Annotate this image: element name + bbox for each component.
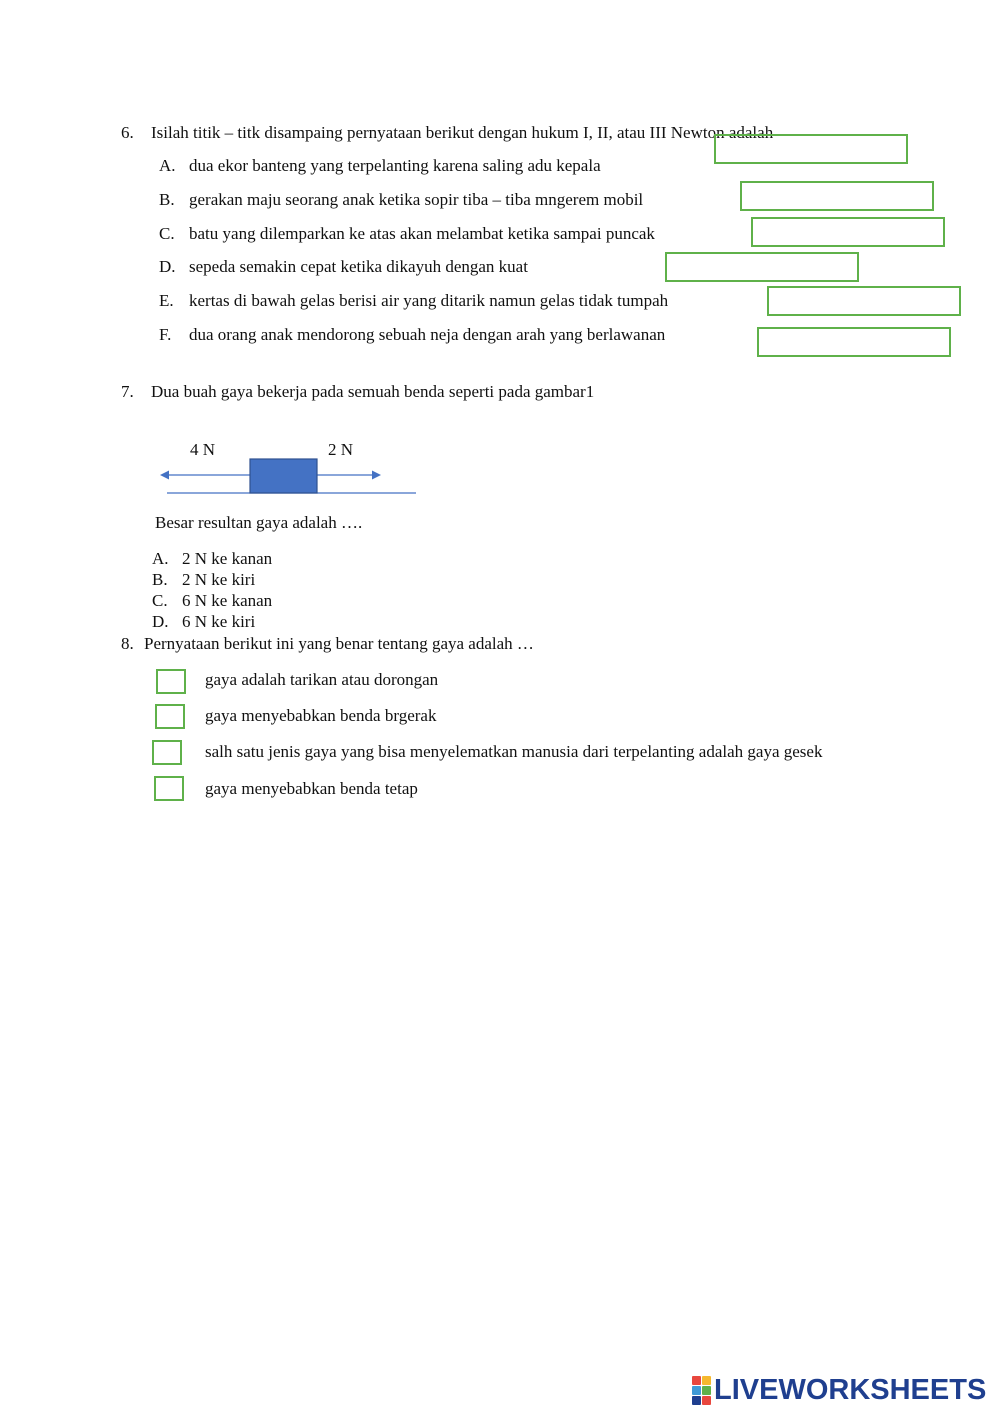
liveworksheets-logo-text: LIVEWORKSHEETS (714, 1373, 987, 1406)
q6-item-e-text: kertas di bawah gelas berisi air yang ditarik namun gelas tidak tumpah (189, 291, 669, 310)
q6-item-f-letter: F. (159, 325, 172, 344)
right-arrowhead-icon (372, 471, 381, 480)
q6-answer-box-e[interactable] (767, 286, 961, 316)
q6-item-b-text: gerakan maju seorang anak ketika sopir tiba – tiba mngerem mobil (189, 190, 644, 209)
q6-number: 6. (121, 123, 134, 142)
force-label-left: 4 N (190, 440, 216, 459)
force-label-right: 2 N (328, 440, 354, 459)
q6-answer-box-d[interactable] (665, 252, 859, 282)
q6-answer-box-b[interactable] (740, 181, 934, 211)
q8-option-3-text: salh satu jenis gaya yang bisa menyelematkan manusia dari terpelanting adalah gaya gesek (205, 742, 823, 761)
q6-item-b-letter: B. (159, 190, 175, 209)
q7-prompt: Besar resultan gaya adalah …. (155, 513, 363, 532)
liveworksheets-logo (692, 1374, 986, 1406)
q8-checkbox-1[interactable] (156, 669, 186, 694)
q7-option-b-text: 2 N ke kiri (182, 570, 256, 589)
q8-checkbox-2[interactable] (155, 704, 185, 729)
q6-text: Isilah titik – titk disampaing pernyataan berikut dengan hukum I, II, atau III Newton adalah (151, 123, 774, 142)
force-diagram (155, 455, 425, 500)
left-arrowhead-icon (160, 471, 169, 480)
q8-option-2-text: gaya menyebabkan benda brgerak (205, 706, 437, 725)
q8-text: Pernyataan berikut ini yang benar tentang gaya adalah … (144, 634, 534, 653)
q6-item-d-letter: D. (159, 257, 176, 276)
q6-item-a-letter: A. (159, 156, 176, 175)
q7-text: Dua buah gaya bekerja pada semuah benda seperti pada gambar1 (151, 382, 595, 401)
q6-item-f-text: dua orang anak mendorong sebuah neja dengan arah yang berlawanan (189, 325, 666, 344)
q8-number: 8. (121, 634, 134, 653)
q6-item-c-letter: C. (159, 224, 175, 243)
q7-option-a-letter: A. (152, 549, 169, 568)
q6-item-c-text: batu yang dilemparkan ke atas akan melambat ketika sampai puncak (189, 224, 655, 243)
block (250, 459, 317, 493)
q6-answer-box-a[interactable] (714, 134, 908, 164)
q7-option-b-letter: B. (152, 570, 168, 589)
q7-option-d-letter: D. (152, 612, 169, 631)
q7-option-d-text: 6 N ke kiri (182, 612, 256, 631)
q8-option-1-text: gaya adalah tarikan atau dorongan (205, 670, 439, 689)
q7-number: 7. (121, 382, 134, 401)
q6-item-a-text: dua ekor banteng yang terpelanting karena saling adu kepala (189, 156, 601, 175)
q6-item-d-text: sepeda semakin cepat ketika dikayuh dengan kuat (189, 257, 528, 276)
q7-option-c-letter: C. (152, 591, 168, 610)
liveworksheets-logo-icon (692, 1376, 711, 1405)
q6-answer-box-f[interactable] (757, 327, 951, 357)
q8-checkbox-4[interactable] (154, 776, 184, 801)
q6-item-e-letter: E. (159, 291, 174, 310)
q8-option-4-text: gaya menyebabkan benda tetap (205, 779, 418, 798)
q7-option-c-text: 6 N ke kanan (182, 591, 273, 610)
q8-checkbox-3[interactable] (152, 740, 182, 765)
q7-option-a-text: 2 N ke kanan (182, 549, 273, 568)
q6-answer-box-c[interactable] (751, 217, 945, 247)
